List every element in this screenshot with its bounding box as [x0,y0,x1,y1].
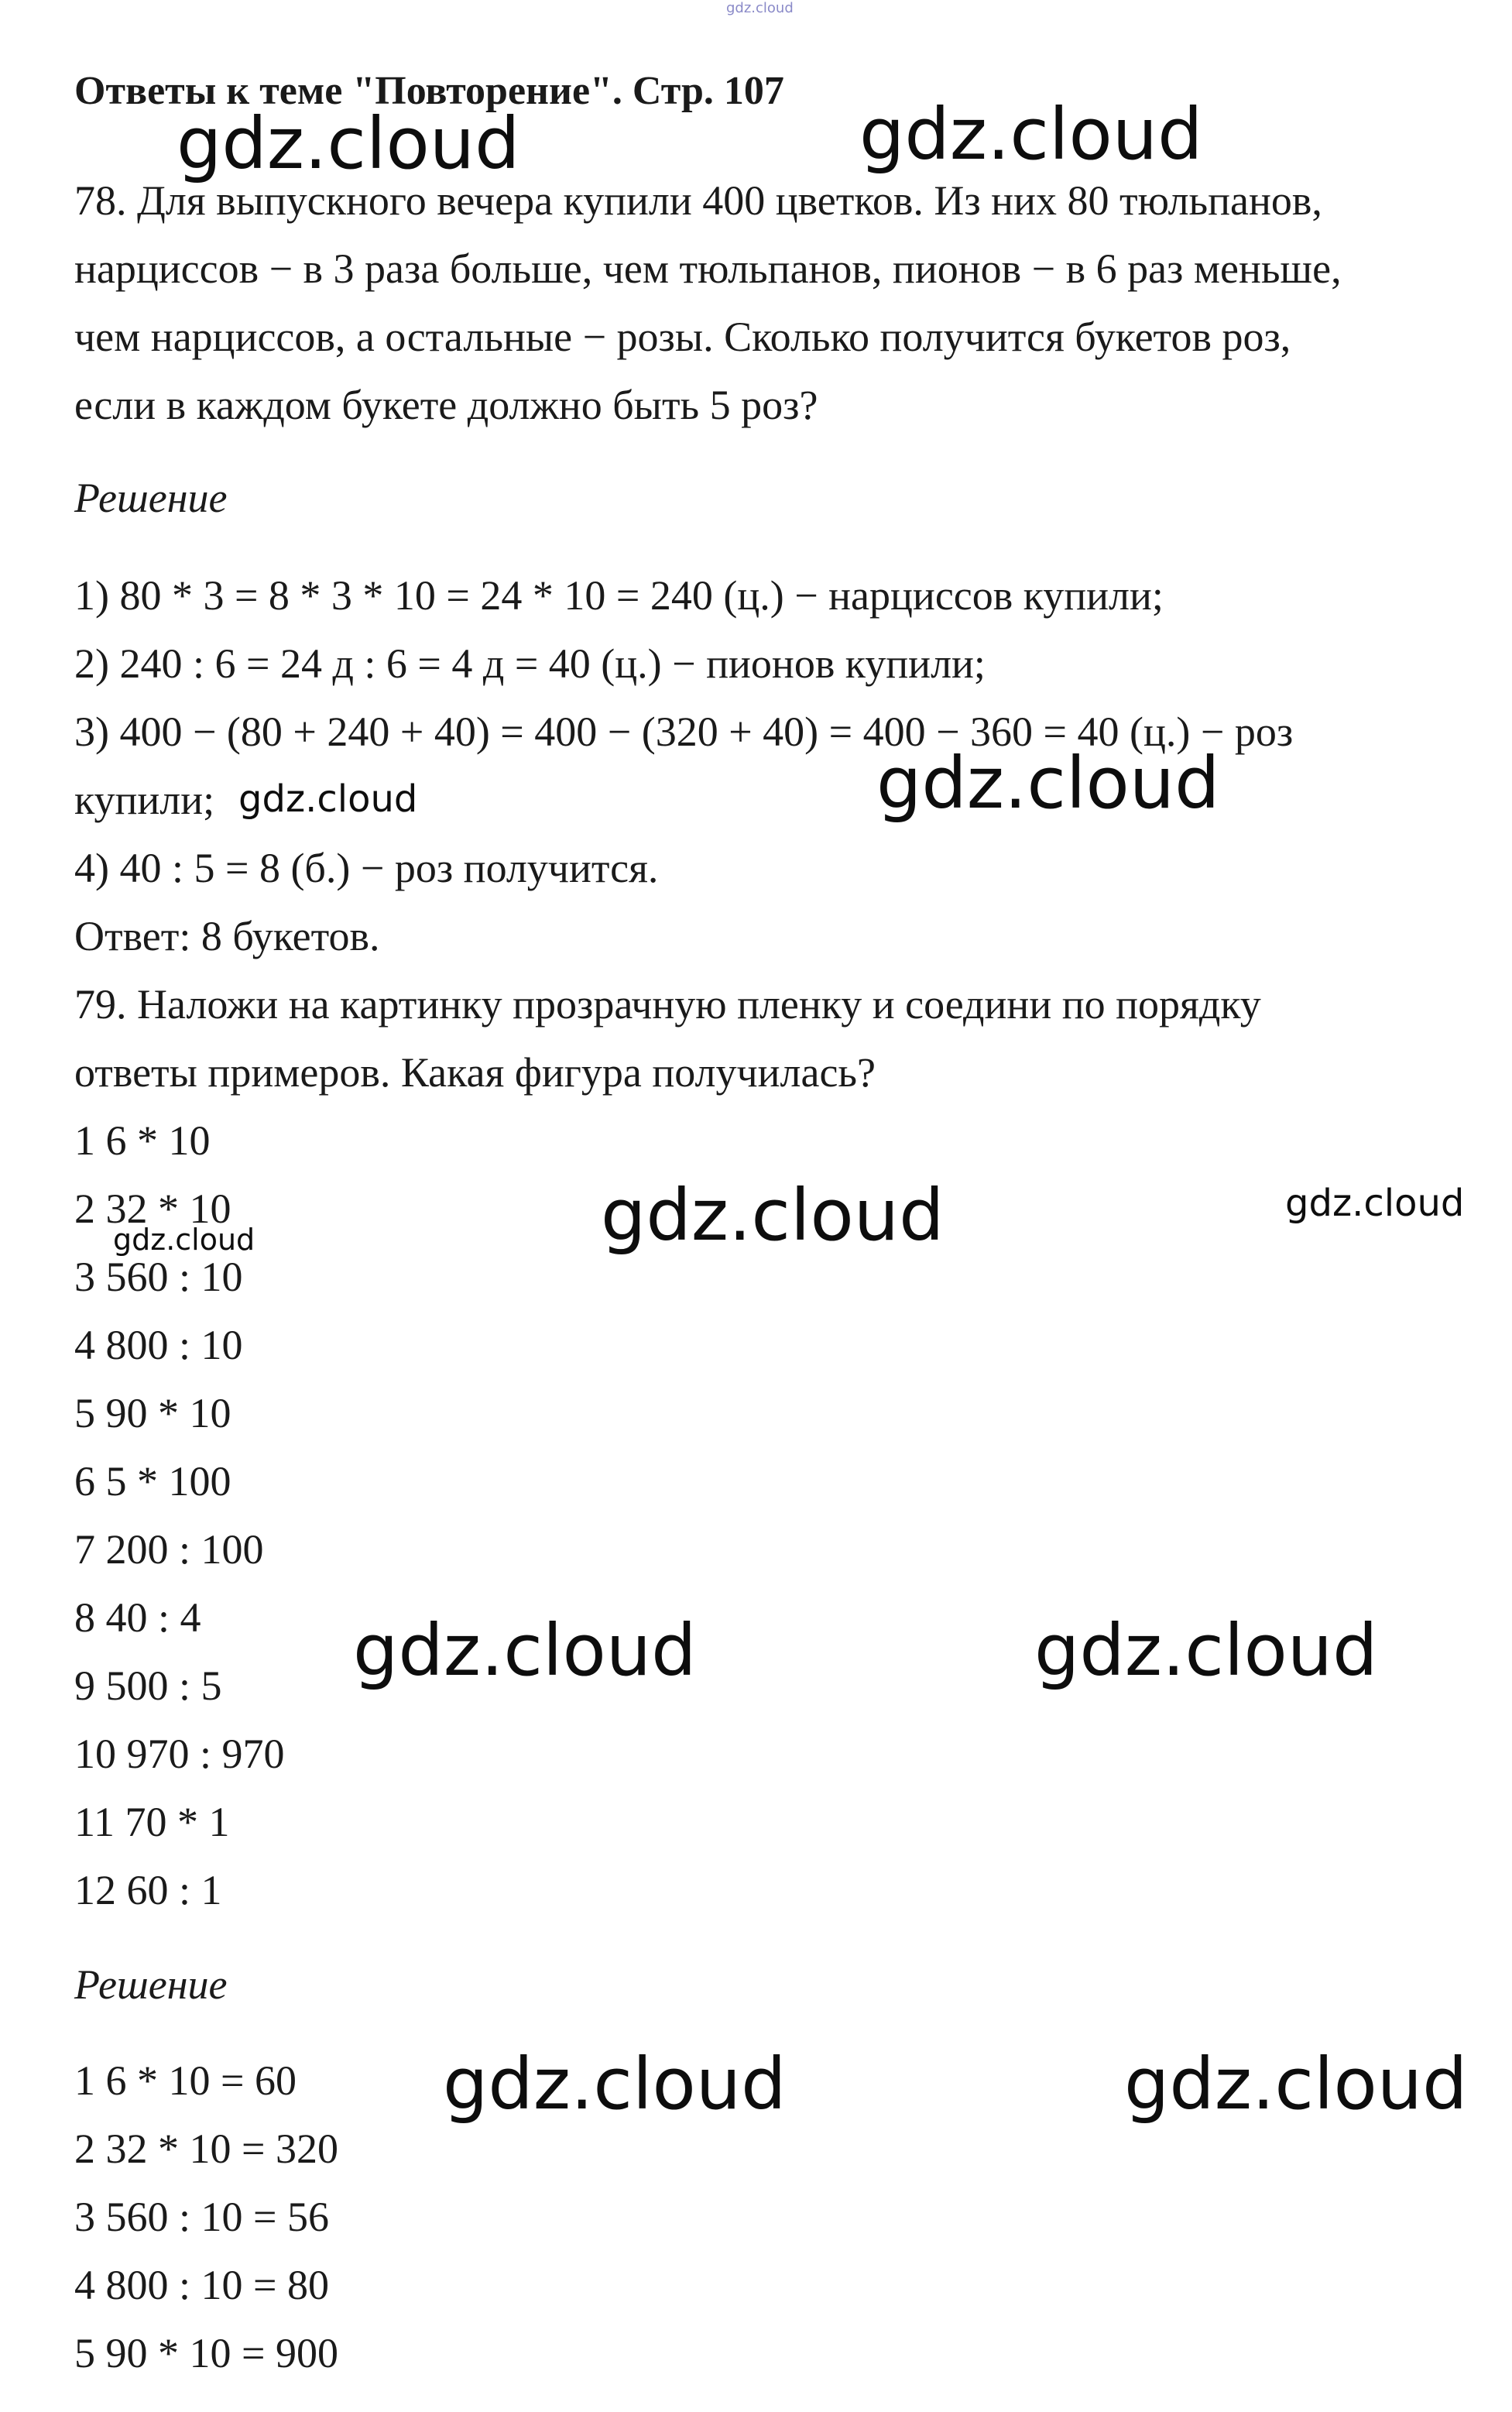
example-item: 4 800 : 10 [74,1322,243,1368]
watermark: gdz.cloud [1285,1182,1465,1225]
task78-answer: Ответ: 8 букетов. [74,913,380,959]
task78-line-1: 78. Для выпускного вечера купили 400 цветков. Из них 80 тюльпанов, [74,177,1322,224]
task78-solution-line-4: купили; [74,777,215,823]
watermark: gdz.cloud [238,777,418,821]
task79-line-2: ответы примеров. Какая фигура получилась? [74,1049,876,1096]
example-item: 11 70 * 1 [74,1799,230,1845]
example-item: 7 200 : 100 [74,1526,264,1573]
example-item: 5 90 * 10 [74,1390,231,1436]
task78-solution-line-3: 3) 400 − (80 + 240 + 40) = 400 − (320 + 40) = 400 − 360 = 40 (ц.) − роз [74,709,1294,755]
solution-item: 5 90 * 10 = 900 [74,2330,338,2376]
solution-item: 4 800 : 10 = 80 [74,2262,329,2308]
page-title: Ответы к теме "Повторение". Стр. 107 [74,69,784,113]
example-item: 6 5 * 100 [74,1458,231,1504]
example-item: 3 560 : 10 [74,1254,243,1300]
watermark: gdz.cloud [177,102,520,185]
example-item: 1 6 * 10 [74,1117,211,1164]
watermark: gdz.cloud [1124,2043,1468,2126]
watermark-top: gdz.cloud [726,0,794,16]
example-item: 9 500 : 5 [74,1662,222,1709]
task78-solution-line-1: 1) 80 * 3 = 8 * 3 * 10 = 24 * 10 = 240 (ц.) − нарциссов купили; [74,572,1164,619]
watermark: gdz.cloud [859,93,1203,176]
watermark: gdz.cloud [601,1174,945,1257]
example-item: 2 32 * 10 [74,1185,231,1232]
task78-line-4: если в каждом букете должно быть 5 роз? [74,382,818,428]
task78-line-3: чем нарциссов, а остальные − розы. Сколько получится букетов роз, [74,314,1291,360]
task78-line-2: нарциссов − в 3 раза больше, чем тюльпанов, пионов − в 6 раз меньше, [74,245,1342,292]
solution-item: 3 560 : 10 = 56 [74,2194,329,2240]
task79-solution-label: Решение [74,1961,228,2008]
watermark: gdz.cloud [113,1223,255,1257]
watermark: gdz.cloud [353,1609,697,1692]
task78-solution-line-2: 2) 240 : 6 = 24 д : 6 = 4 д = 40 (ц.) − пионов купили; [74,640,986,687]
task79-line-1: 79. Наложи на картинку прозрачную пленку и соедини по порядку [74,981,1261,1028]
solution-item: 1 6 * 10 = 60 [74,2057,297,2104]
example-item: 12 60 : 1 [74,1867,222,1913]
example-item: 10 970 : 970 [74,1731,285,1777]
solution-item: 2 32 * 10 = 320 [74,2126,338,2172]
task78-solution-label: Решение [74,475,228,521]
task78-solution-line-5: 4) 40 : 5 = 8 (б.) − роз получится. [74,845,659,891]
watermark: gdz.cloud [876,742,1220,825]
example-item: 8 40 : 4 [74,1594,201,1641]
watermark: gdz.cloud [1034,1609,1378,1692]
watermark: gdz.cloud [443,2043,787,2126]
